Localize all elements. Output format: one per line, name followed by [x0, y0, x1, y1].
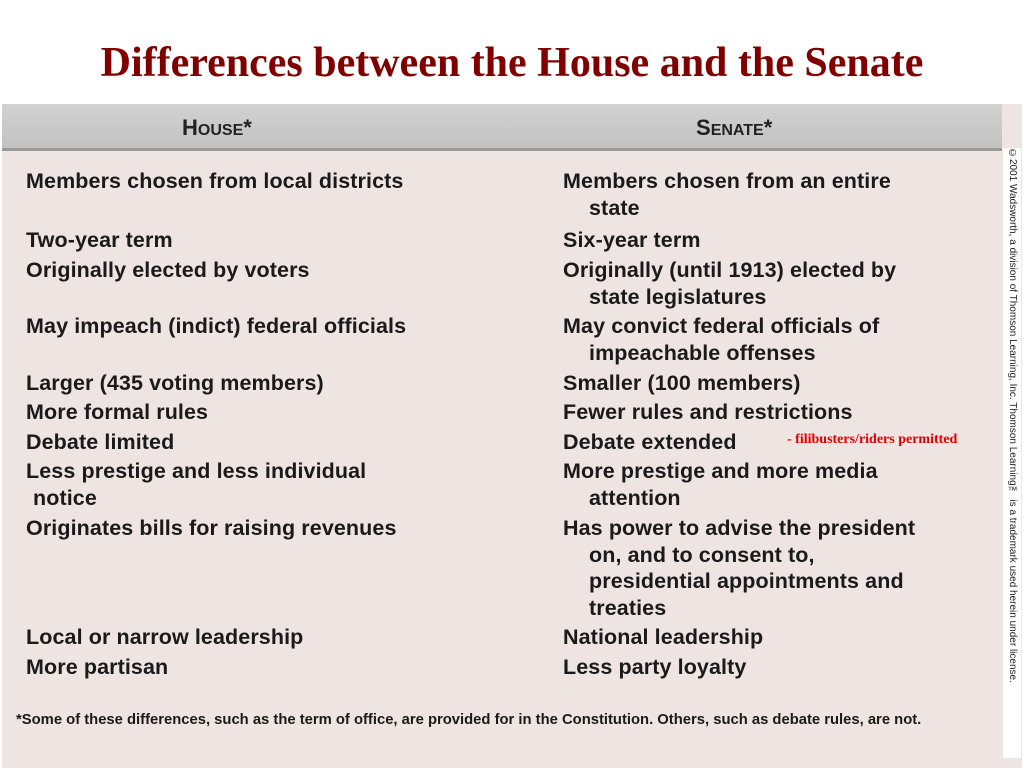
slide-title: Differences between the House and the Senate — [100, 40, 924, 86]
senate-row-line: on, and to consent to, — [589, 542, 815, 567]
senate-row-line: May convict federal officials of — [563, 314, 880, 338]
senate-row-line: National leadership — [563, 625, 764, 649]
senate-row-line: impeachable offenses — [589, 340, 816, 365]
house-row — [26, 624, 303, 651]
house-header-star: * — [243, 115, 252, 140]
senate-column-header — [696, 115, 772, 144]
senate-row-line: Has power to advise the president — [563, 516, 916, 540]
senate-row-line: Six-year term — [563, 228, 701, 252]
senate-row-line: Fewer rules and restrictions — [563, 400, 853, 424]
house-row-line: Larger (435 voting members) — [26, 371, 324, 395]
senate-row-line: Originally (until 1913) elected by — [563, 258, 897, 282]
senate-row-line: treaties — [589, 595, 667, 620]
house-row — [26, 370, 324, 397]
senate-row — [563, 313, 879, 366]
table-footnote: *Some of these differences, such as the term of office, are provided for in the Constitution. Others, such as debate rules, are not. — [16, 712, 922, 728]
senate-row-line: state — [589, 195, 640, 220]
house-header-rest: OUSE — [197, 122, 244, 139]
senate-row-line: Members chosen from an entire — [563, 169, 891, 193]
senate-row — [563, 458, 878, 511]
senate-header-rest: ENATE — [710, 122, 764, 139]
senate-row — [563, 168, 891, 221]
table-header — [2, 104, 1002, 151]
house-row-line: Two-year term — [26, 228, 173, 252]
senate-row-line: attention — [589, 485, 681, 510]
senate-row — [563, 227, 701, 254]
house-header-initial: H — [182, 115, 198, 140]
house-row — [26, 429, 174, 456]
senate-row — [563, 515, 915, 621]
house-row-line: notice — [33, 485, 97, 510]
senate-row-line: state legislatures — [589, 284, 767, 309]
house-row — [26, 313, 406, 340]
house-row — [26, 654, 168, 681]
house-row — [26, 515, 397, 542]
house-row-line: More partisan — [26, 655, 169, 679]
senate-row-line: More prestige and more media — [563, 459, 878, 483]
house-row-line: More formal rules — [26, 400, 209, 424]
senate-row — [563, 257, 896, 310]
house-row-line: Members chosen from local districts — [26, 169, 404, 193]
senate-row-line: Smaller (100 members) — [563, 371, 801, 395]
filibuster-annotation: - filibusters/riders permitted — [787, 432, 958, 447]
senate-row-line: presidential appointments and — [589, 569, 904, 593]
house-row — [26, 227, 173, 254]
house-row-line: Local or narrow leadership — [26, 625, 304, 649]
house-row-line: Originates bills for raising revenues — [26, 516, 397, 540]
house-row-line: May impeach (indict) federal officials — [26, 314, 407, 338]
house-row-line: Originally elected by voters — [26, 258, 310, 282]
house-row — [26, 399, 208, 426]
senate-row-line: Debate extended — [563, 430, 737, 454]
house-column-header — [182, 115, 252, 144]
senate-row — [563, 624, 763, 651]
senate-row — [563, 370, 801, 397]
house-row-line: Debate limited — [26, 430, 175, 454]
house-row — [26, 168, 403, 195]
senate-row — [563, 429, 737, 456]
senate-row-line: Less party loyalty — [563, 655, 747, 679]
copyright-notice: ©2001 Wadsworth, a division of Thomson Learning, Inc. Thomson Learning™ is a trademark used herein under license. — [1003, 148, 1021, 758]
house-row-line: Less prestige and less individual — [26, 459, 367, 483]
house-row — [26, 257, 310, 284]
comparison-table — [2, 104, 1022, 768]
senate-row — [563, 399, 853, 426]
senate-row — [563, 654, 746, 681]
house-row — [26, 458, 366, 511]
senate-header-initial: S — [696, 115, 711, 140]
senate-header-star: * — [763, 115, 773, 140]
